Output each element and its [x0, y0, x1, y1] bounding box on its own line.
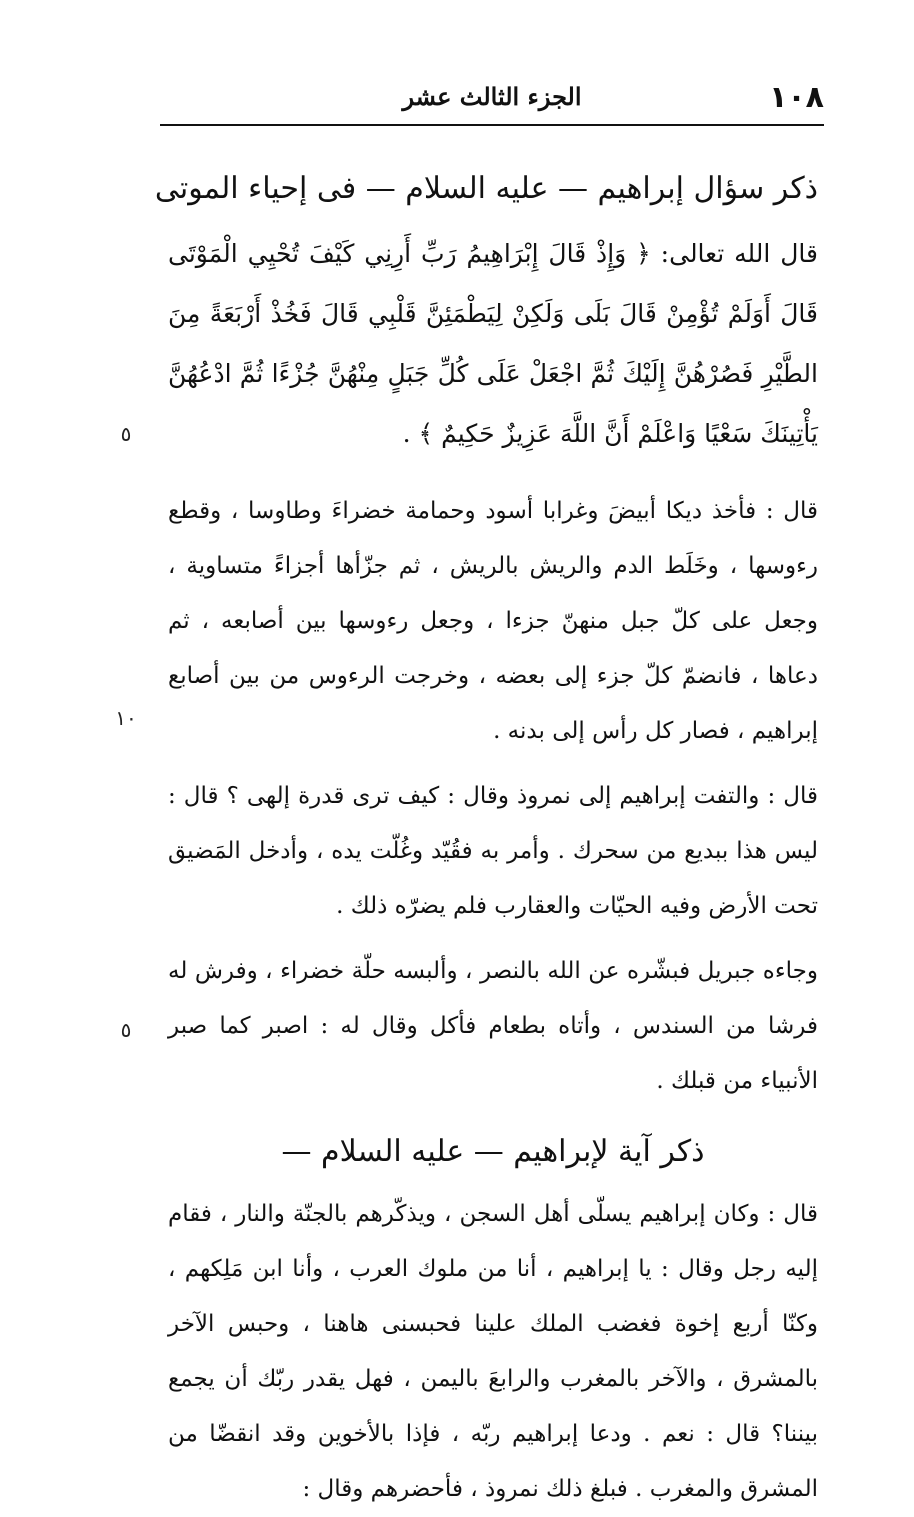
- paragraph-spacer: [168, 934, 818, 944]
- section-title-resurrection: ذكر سؤال إبراهيم — عليه السلام — فى إحياء الموتى: [154, 171, 818, 206]
- running-title: الجزء الثالث عشر: [402, 82, 582, 111]
- line-marker-5: ٥: [120, 422, 132, 446]
- section-title-sign: ذكر آية لإبراهيم — عليه السلام —: [281, 1134, 705, 1169]
- paragraph-spacer: [168, 759, 818, 769]
- paragraph-nimrod: قال : والتفت إبراهيم إلى نمروذ وقال : كيف ترى قدرة إلهى ؟ قال : ليس هذا ببديع من سحرك . وأمر به فقُيّد وغُلّت يده ، وأدخل المَضيق تحت الأرض وفيه الحيّات والعقارب فلم يضرّه ذلك .: [168, 783, 818, 919]
- paragraph-birds: قال : فأخذ ديكا أبيضَ وغرابا أسود وحمامة خضراءَ وطاوسا ، وقطع رءوسها ، وخَلَط الدم والريش بالريش ، ثم جزّأها أجزاءً متساوية ، وجعل على كلّ جبل منهنّ جزءا ، وجعل رءوسها بين أصابعه ، ثم دعاها ، فانضمّ كلّ جزء إلى بعضه ، وخرجت الرءوس من بين أصابع إبراهيم ، فصار كل رأس إلى بدنه .: [168, 498, 818, 744]
- page-number: ١٠٨: [769, 80, 824, 115]
- page-content: [154, 160, 819, 1517]
- page-header: [160, 78, 824, 122]
- header-rule: [160, 124, 824, 126]
- line-marker-5-second: ٥: [120, 1018, 132, 1042]
- line-marker-10: ١٠: [115, 706, 137, 730]
- quran-verse: قال الله تعالى: ﴿ وَإِذْ قَالَ إِبْرَاهِيمُ رَبِّ أَرِنِي كَيْفَ تُحْيِي الْمَوْتَى قَالَ أَوَلَمْ تُؤْمِنْ قَالَ بَلَى وَلَكِنْ لِيَطْمَئِنَّ قَلْبِي قَالَ فَخُذْ أَرْبَعَةً مِنَ الطَّيْرِ فَصُرْهُنَّ إِلَيْكَ ثُمَّ اجْعَلْ عَلَى كُلِّ جَبَلٍ مِنْهُنَّ جُزْءًا ثُمَّ ادْعُهُنَّ يَأْتِينَكَ سَعْيًا وَاعْلَمْ أَنَّ اللَّهَ عَزِيزٌ حَكِيمٌ ﴾ .: [168, 239, 818, 448]
- paragraph-prison: قال : وكان إبراهيم يسلّى أهل السجن ، ويذكّرهم بالجنّة والنار ، فقام إليه رجل وقال : يا إبراهيم ، أنا من ملوك العرب ، وأنا ابن مَلِكهم ، وكنّا أربع إخوة فغضب الملك علينا فحبسنى هاهنا ، وحبس الآخر بالمشرق ، والآخر بالمغرب والرابعَ باليمن ، فهل يقدر ربّك أن يجمع بيننا؟ قال : نعم . ودعا إبراهيم ربّه ، فإذا بالأخوين وقد انقضّا من المشرق والمغرب . فبلغ ذلك نمروذ ، فأحضرهم وقال :: [168, 1201, 819, 1502]
- paragraph-gabriel: وجاءه جبريل فبشّره عن الله بالنصر ، وألبسه حلّة خضراء ، وفرش له فرشا من السندس ، وأتاه بطعام فأكل وقال له : اصبر كما صبر الأنبياء من قبلك .: [168, 958, 818, 1094]
